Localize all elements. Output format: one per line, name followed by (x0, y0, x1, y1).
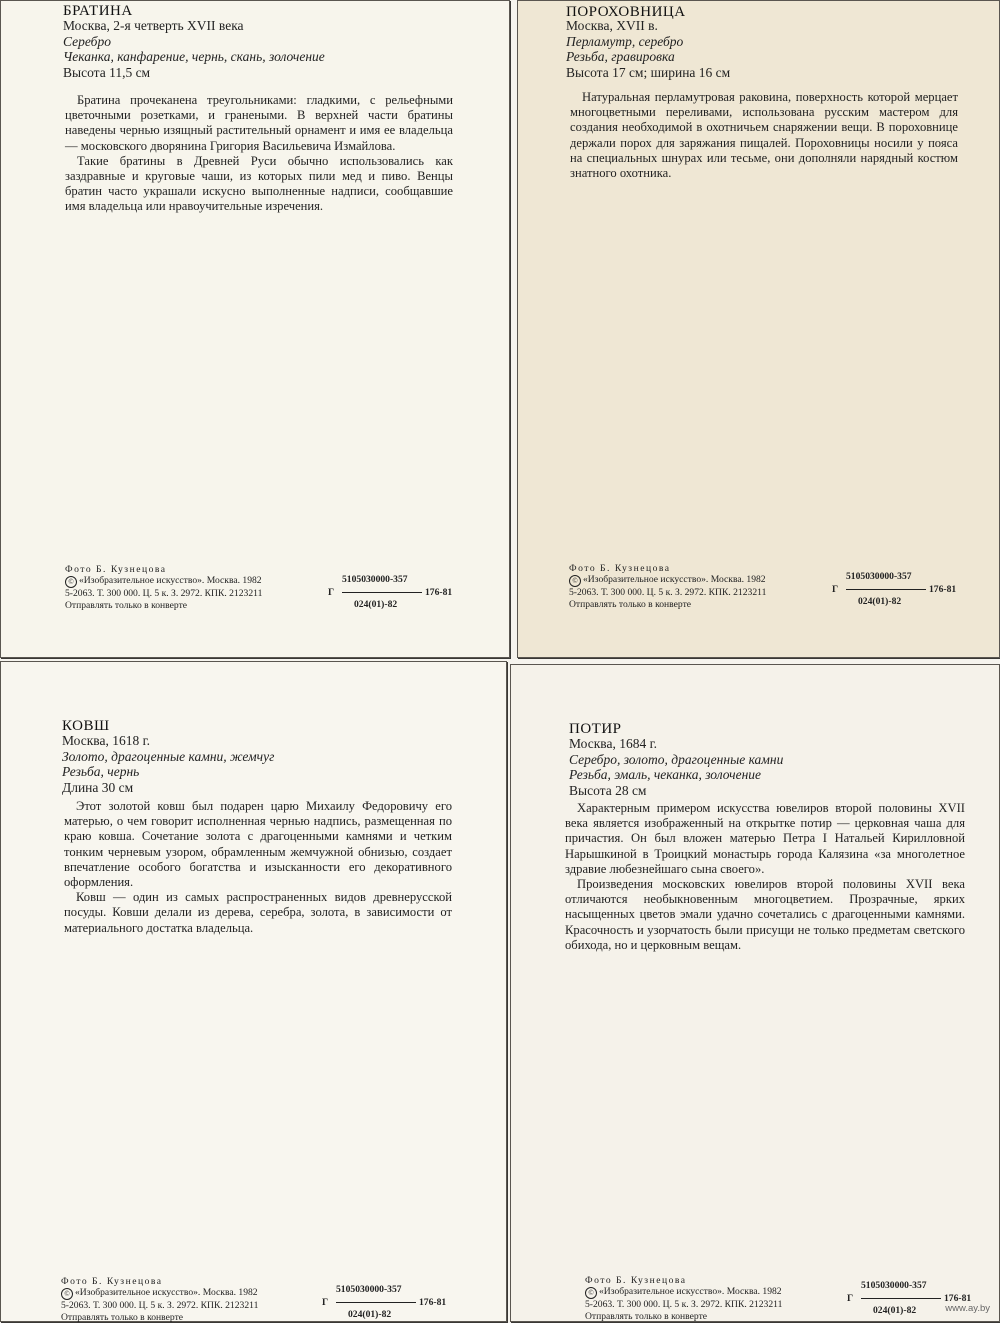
index-prefix: Г (832, 584, 839, 595)
index-bottom: 024(01)-82 (354, 599, 398, 610)
card-place-date: Москва, 2-я четверть XVII века (63, 18, 244, 33)
mail-note: Отправлять только в конверте (585, 1310, 708, 1322)
card-title: КОВШ (62, 718, 110, 734)
description-paragraph: Натуральная перламутровая раковина, поверхность которой мерцает многоцветными переливами, использована русским мастером для создания необходимой в охотничьем снаряжении вещи. В пороховнице держали порох для заряжания пищалей. Пороховницы носили у пояса на специальных шнурах или тесьме, они дополняли нарядный костюм знатного охотника. (570, 90, 958, 181)
description-paragraph: Братина прочеканена треугольниками: гладкими, с рельефными цветочными розетками, и гранеными. В верхней части братины наведены чернью изящный растительный орнамент и имя ее владельца — московского дворянина Григория Васильевича Измайлова. (65, 93, 453, 153)
description-paragraph: Этот золотой ковш был подарен царю Михаилу Федоровичу его матерью, о чем говорит исполненная чернью надпись, размещенная по краю ковша. Сочетание золота с драгоценными камнями и четким тонким черневым узором, обрамленным жемчужной обнизью, создает впечатление особого богатства и изысканности его декоративного оформления. (64, 799, 452, 890)
print-info: 5-2063. Т. 300 000. Ц. 5 к. З. 2972. КПК. 2123211 (569, 587, 767, 599)
card-title: БРАТИНА (63, 3, 133, 19)
publisher-line: «Изобразительное искусство». Москва. 1982 (599, 1286, 782, 1298)
index-top: 5105030000-357 (846, 571, 912, 582)
print-info: 5-2063. Т. 300 000. Ц. 5 к. З. 2972. КПК. 2123211 (61, 1300, 259, 1312)
postcard-porokhovnitsa (517, 0, 1000, 658)
index-prefix: Г (322, 1297, 329, 1308)
index-top: 5105030000-357 (336, 1284, 402, 1295)
index-bottom: 024(01)-82 (858, 596, 902, 607)
mail-note: Отправлять только в конверте (65, 599, 188, 611)
card-footer (585, 1275, 782, 1322)
card-meta (569, 736, 783, 798)
card-technique: Чеканка, канфарение, чернь, скань, золочение (63, 49, 325, 65)
card-technique: Резьба, чернь (62, 764, 140, 780)
card-description (64, 799, 452, 936)
copyright-icon: © (61, 1288, 73, 1300)
mail-note: Отправлять только в конверте (569, 598, 692, 610)
index-top: 5105030000-357 (861, 1280, 927, 1291)
mail-note: Отправлять только в конверте (61, 1311, 184, 1323)
postcard-bratina (0, 0, 510, 658)
photo-credit: Фото Б. Кузнецова (569, 563, 671, 574)
card-material: Перламутр, серебро (566, 33, 684, 49)
index-prefix: Г (328, 587, 335, 598)
publisher-line: «Изобразительное искусство». Москва. 1982 (79, 575, 262, 587)
publisher-line: «Изобразительное искусство». Москва. 1982 (583, 574, 766, 586)
card-size: Высота 28 см (569, 782, 647, 798)
description-paragraph: Такие братины в Древней Руси обычно использовались как заздравные и круговые чаши, из которых пили мед и пиво. Венцы братин часто украшали искусно выполненные надписи, сообщавшие имя владельца или нравоучительные изречения. (65, 153, 453, 214)
index-divider (861, 1298, 941, 1299)
card-material: Серебро (63, 33, 111, 49)
index-divider (342, 592, 422, 593)
card-place-date: Москва, 1684 г. (569, 736, 658, 751)
index-prefix: Г (847, 1293, 854, 1304)
card-title: ПОРОХОВНИЦА (566, 4, 686, 20)
photo-credit: Фото Б. Кузнецова (61, 1276, 163, 1287)
card-footer (61, 1276, 258, 1323)
print-info: 5-2063. Т. 300 000. Ц. 5 к. З. 2972. КПК. 2123211 (585, 1299, 783, 1311)
card-size: Высота 17 см; ширина 16 см (566, 64, 731, 80)
index-right: 176-81 (944, 1293, 972, 1304)
postcard-kovsh (0, 661, 507, 1322)
card-meta (63, 18, 325, 80)
index-top: 5105030000-357 (342, 574, 408, 585)
card-size: Длина 30 см (62, 779, 134, 795)
card-size: Высота 11,5 см (63, 64, 151, 80)
description-paragraph: Произведения московских ювелиров второй половины XVII века отличаются необыкновенным многоцветием. Прозрачные, ярких насыщенных цветов эмали удачно сочетались с драгоценными камнями. Красочность и узорчатость были присущи не только предметам светского обихода, но и церковным вещам. (565, 877, 965, 952)
postcard-potir (510, 664, 1000, 1322)
card-description (65, 93, 453, 215)
description-paragraph: Характерным примером искусства ювелиров второй половины XVII века является изображенный на открытке потир — церковная чаша для причастия. Он был вложен матерью Петра I Натальей Кирилловной Нарышкиной в Троицкий монастырь города Калязина «за многолетное здравие любезнейшаго сына своего». (565, 801, 965, 876)
card-technique: Резьба, эмаль, чеканка, золочение (569, 767, 762, 783)
index-divider (846, 589, 926, 590)
card-technique: Резьба, гравировка (566, 49, 675, 65)
card-meta (62, 733, 274, 795)
index-divider (336, 1302, 416, 1303)
copyright-icon: © (569, 575, 581, 587)
card-material: Золото, драгоценные камни, жемчуг (62, 748, 275, 764)
photo-credit: Фото Б. Кузнецова (65, 564, 167, 575)
index-right: 176-81 (419, 1297, 447, 1308)
card-description (565, 801, 965, 953)
card-description (570, 90, 958, 181)
card-place-date: Москва, 1618 г. (62, 733, 151, 748)
publisher-line: «Изобразительное искусство». Москва. 1982 (75, 1287, 258, 1299)
card-meta (566, 18, 730, 80)
watermark: www.ay.by (945, 1303, 990, 1314)
description-paragraph: Ковш — один из самых распространенных видов древнерусской посуды. Ковши делали из дерева, серебра, золота, в зависимости от материального достатка владельца. (64, 890, 452, 935)
card-place-date: Москва, XVII в. (566, 18, 658, 33)
card-footer (569, 563, 766, 610)
index-bottom: 024(01)-82 (873, 1305, 917, 1316)
index-right: 176-81 (425, 587, 453, 598)
photo-credit: Фото Б. Кузнецова (585, 1275, 687, 1286)
card-footer (65, 564, 262, 611)
card-material: Серебро, золото, драгоценные камни (569, 751, 784, 767)
copyright-icon: © (585, 1287, 597, 1299)
print-info: 5-2063. Т. 300 000. Ц. 5 к. З. 2972. КПК. 2123211 (65, 588, 263, 600)
index-bottom: 024(01)-82 (348, 1309, 392, 1320)
copyright-icon: © (65, 576, 77, 588)
card-title: ПОТИР (569, 721, 622, 737)
index-right: 176-81 (929, 584, 957, 595)
